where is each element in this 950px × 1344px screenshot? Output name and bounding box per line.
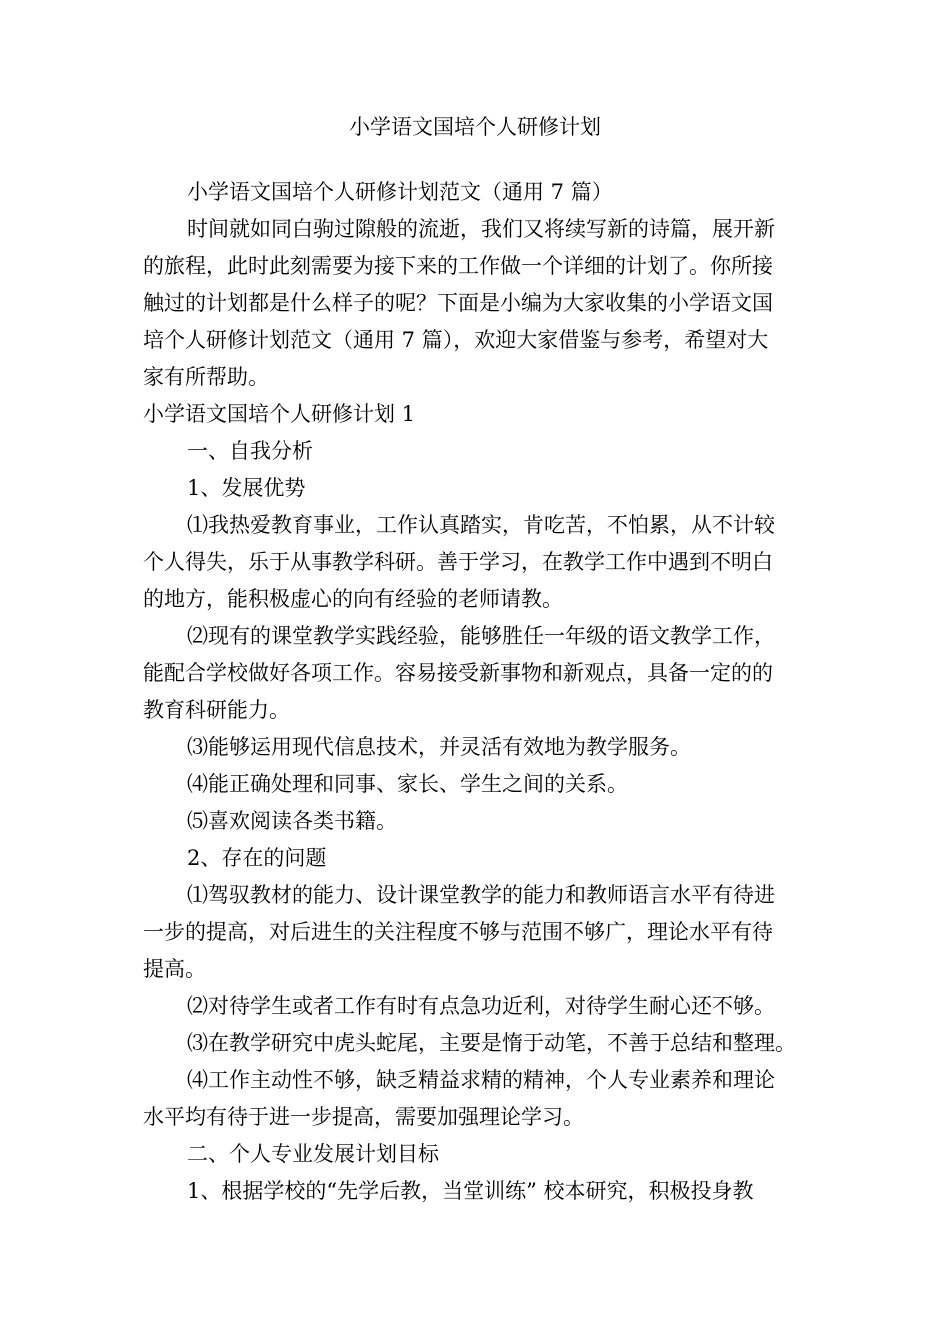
paragraph-line: 小学语文国培个人研修计划范文（通用 7 篇） <box>187 180 613 204</box>
paragraph-line: ⑴驾驭教材的能力、设计课堂教学的能力和教师语言水平有待进 <box>187 883 775 907</box>
paragraph-line: 1、根据学校的“先学后教，当堂训练” 校本研究，积极投身教 <box>187 1179 754 1203</box>
paragraph-line: 一、自我分析 <box>187 439 313 463</box>
paragraph-line: ⑵现有的课堂教学实践经验，能够胜任一年级的语文教学工作， <box>187 624 775 648</box>
paragraph-line: ⑷工作主动性不够，缺乏精益求精的精神，个人专业素养和理论 <box>187 1068 775 1092</box>
section-heading: 小学语文国培个人研修计划 1 <box>143 402 416 426</box>
paragraph-line: 一步的提高，对后进生的关注程度不够与范围不够广，理论水平有待 <box>143 920 773 944</box>
paragraph-line: 二、个人专业发展计划目标 <box>187 1142 439 1166</box>
paragraph-line: 个人得失，乐于从事教学科研。善于学习，在教学工作中遇到不明白 <box>143 550 773 574</box>
paragraph-line: 的地方，能积极虚心的向有经验的老师请教。 <box>143 587 563 611</box>
paragraph-line: ⑴我热爱教育事业，工作认真踏实，肯吃苦，不怕累，从不计较 <box>187 513 775 537</box>
paragraph-line: ⑷能正确处理和同事、家长、学生之间的关系。 <box>187 772 628 796</box>
paragraph-line: 家有所帮助。 <box>143 365 269 389</box>
paragraph-line: 2、存在的问题 <box>187 846 327 870</box>
paragraph-line: 提高。 <box>143 957 206 981</box>
paragraph-line: ⑶能够运用现代信息技术，并灵活有效地为教学服务。 <box>187 735 691 759</box>
paragraph-line: 教育科研能力。 <box>143 698 290 722</box>
paragraph-line: 1、发展优势 <box>187 476 306 500</box>
paragraph-line: 能配合学校做好各项工作。容易接受新事物和新观点，具备一定的的 <box>143 661 773 685</box>
paragraph-line: 培个人研修计划范文（通用 7 篇），欢迎大家借鉴与参考，希望对大 <box>143 328 769 352</box>
paragraph-line: ⑶在教学研究中虎头蛇尾，主要是惰于动笔，不善于总结和整理。 <box>187 1031 796 1055</box>
paragraph-line: ⑵对待学生或者工作有时有点急功近利，对待学生耐心还不够。 <box>187 994 775 1018</box>
paragraph-line: 时间就如同白驹过隙般的流逝，我们又将续写新的诗篇，展开新 <box>187 217 775 241</box>
paragraph-line: 水平均有待于进一步提高，需要加强理论学习。 <box>143 1105 584 1129</box>
paragraph-line: 触过的计划都是什么样子的呢？下面是小编为大家收集的小学语文国 <box>143 291 773 315</box>
paragraph-line: ⑸喜欢阅读各类书籍。 <box>187 809 397 833</box>
document-title: 小学语文国培个人研修计划 <box>349 115 601 139</box>
paragraph-line: 的旅程，此时此刻需要为接下来的工作做一个详细的计划了。你所接 <box>143 254 773 278</box>
